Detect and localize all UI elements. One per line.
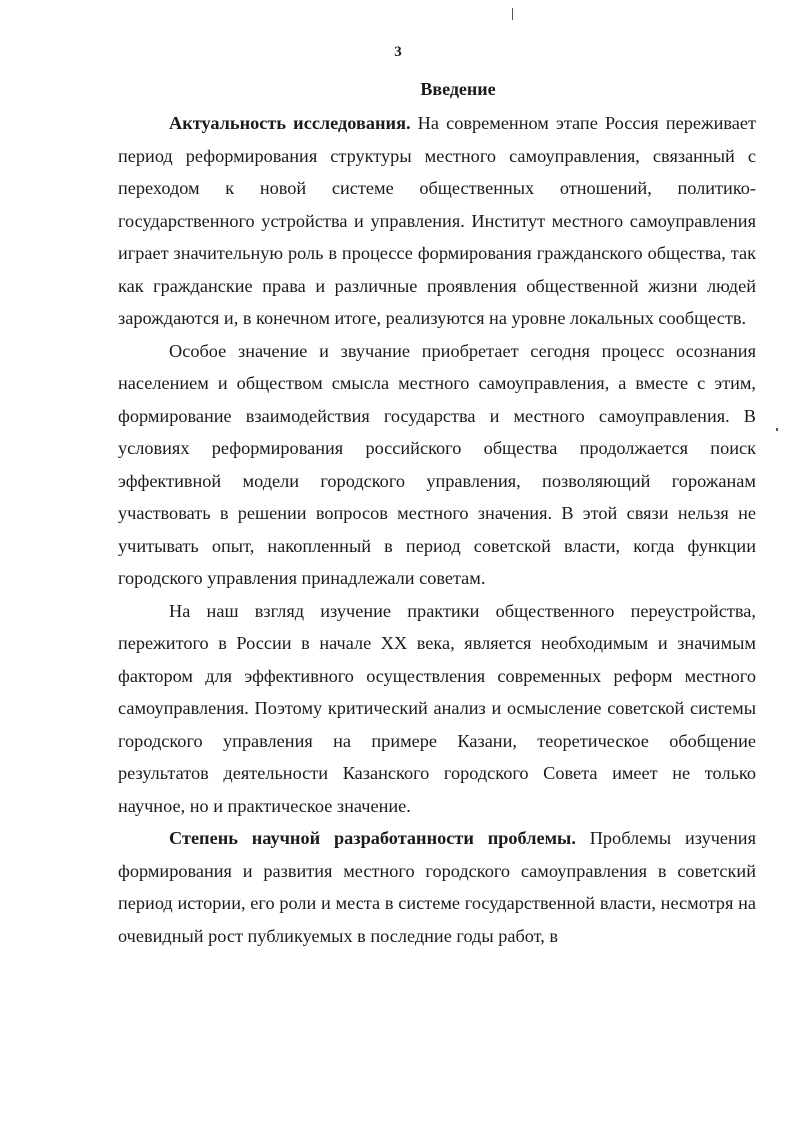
paragraph-text: Проблемы изучения формирования и развития местного городского самоуправления в советский период истории, его роли и места в системе государственной власти, несмотря на очевидный рост публикуемых в последние годы работ, в [118,828,756,946]
page-number: 3 [394,44,402,60]
paragraph-text: На современном этапе Россия переживает период реформирования структуры местного самоуправления, связанный с переходом к новой системе общественных отношений, политико-государственного устройства и управления. Институт местного самоуправления играет значительную роль в процессе формирования гражданского общества, так как гражданские права и различные проявления общественной жизни людей зарождаются и, в конечном итоге, реализуются на уровне локальных сообществ. [118,113,756,328]
paragraph-research-degree [118,822,756,952]
paragraph-relevance [118,107,756,335]
body-text [118,107,756,952]
paragraph-lead: Актуальность исследования. [169,113,411,133]
paragraph-text: На наш взгляд изучение практики общественного переустройства, пережитого в России в начале XX века, является необходимым и значимым фактором для эффективного осуществления современных реформ местного самоуправления. Поэтому критический анализ и осмысление советской системы городского управления на примере Казани, теоретическое обобщение результатов деятельности Казанского городского Совета имеет не только научное, но и практическое значение. [118,600,756,816]
paragraph-significance [118,335,756,595]
section-heading: Введение [420,79,496,99]
paragraph-text: Особое значение и звучание приобретает сегодня процесс осознания населением и обществом смысла местного самоуправления, а вместе с этим, формирование взаимодействия государства и местного самоуправления. В условиях реформирования российского общества продолжается поиск эффективной модели городского управления, позволяющий горожанам участвовать в решении вопросов местного значения. В этой связи нельзя не учитывать опыт, накопленный в период советской власти, когда функции городского управления принадлежали советам. [118,340,756,588]
paragraph-lead: Степень научной разработанности проблемы. [169,828,576,848]
scan-mark-top [512,8,513,20]
paragraph-view [118,595,756,823]
scan-mark-right [776,428,778,431]
